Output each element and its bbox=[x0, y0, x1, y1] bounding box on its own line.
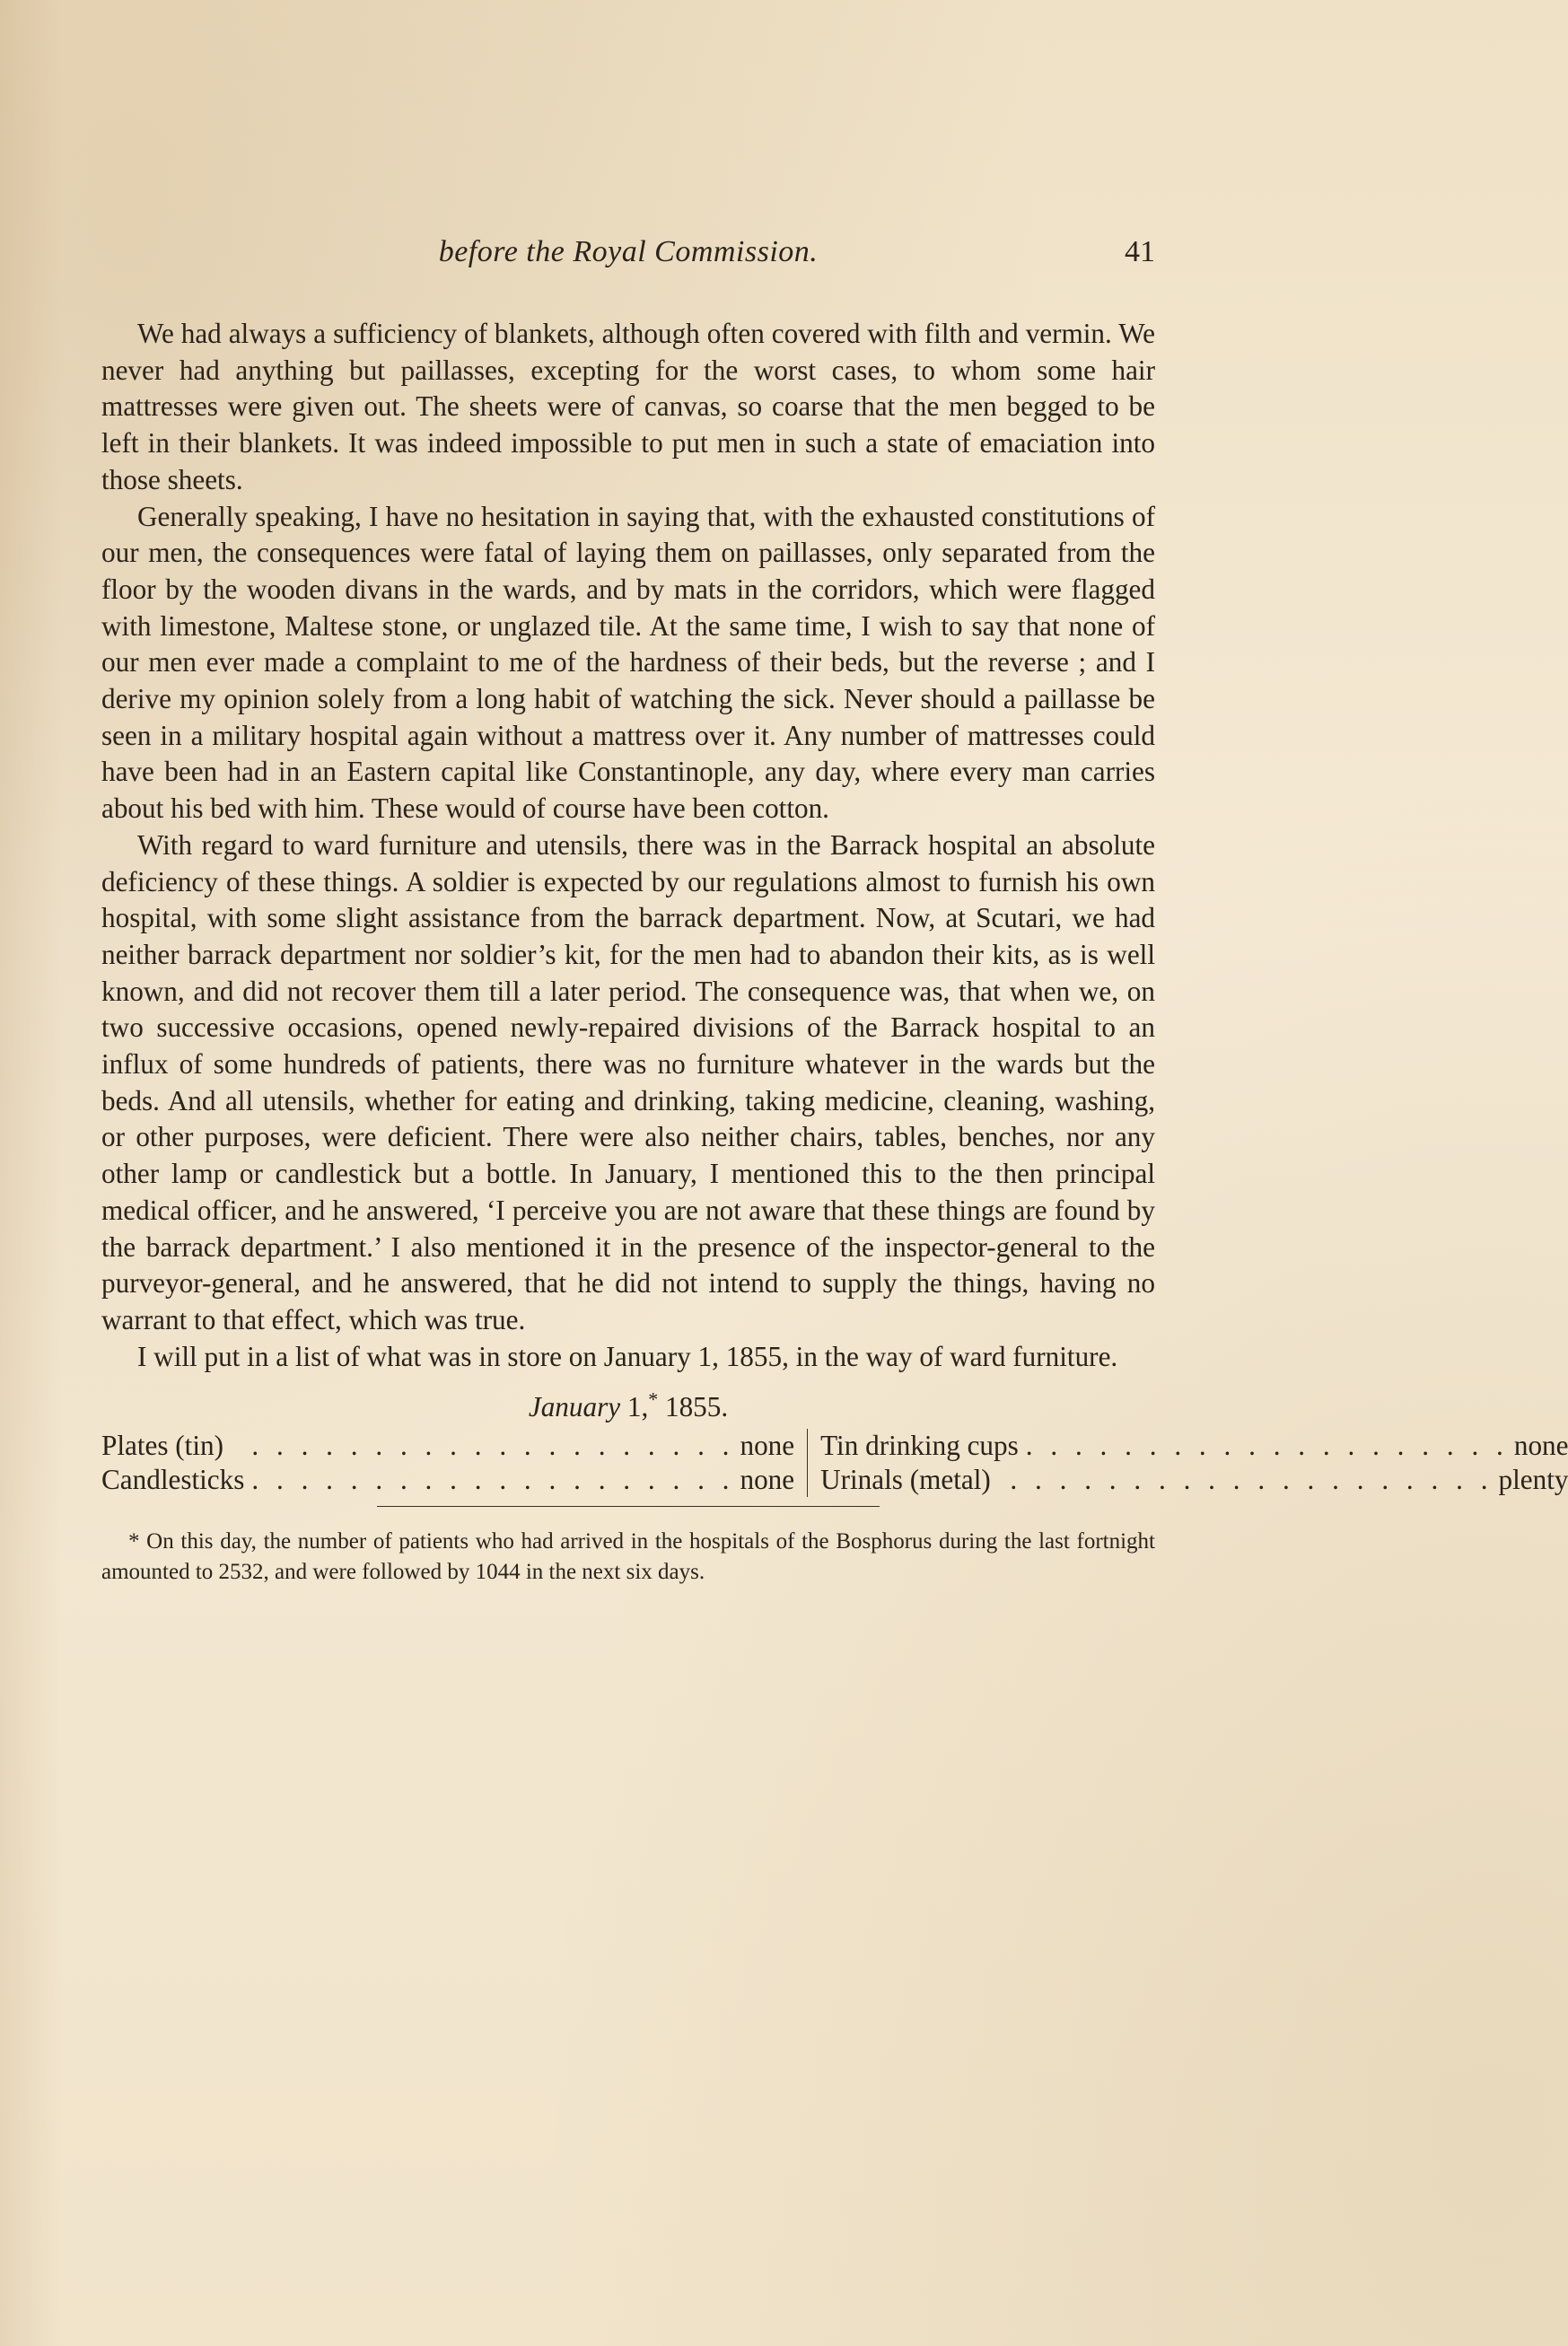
page-number: 41 bbox=[1125, 235, 1155, 268]
dot-leader: . . . . . . . . . . . . . . . . . . . . bbox=[251, 1430, 735, 1462]
paragraph-blankets: We had always a sufficiency of blankets, although often covered with filth and vermin. We never had anything but paillasses, excepting for the worst cases, to whom some hair mattresses were given out. The sheets were of canvas, so coarse that the men begged to be left in their blankets. It was indeed impossible to put men in such a state of emaciation into those sheets. bbox=[101, 318, 1155, 495]
table-cell-left bbox=[101, 1463, 808, 1497]
table-caption bbox=[101, 1389, 1155, 1425]
footnote bbox=[101, 1527, 1155, 1588]
caption-year: 1855. bbox=[664, 1391, 729, 1423]
table-row bbox=[101, 1463, 1568, 1497]
table-row bbox=[101, 1429, 1568, 1463]
footnote-mark: * bbox=[128, 1529, 140, 1554]
table-cell-right bbox=[808, 1429, 1568, 1463]
item-value: none bbox=[740, 1464, 795, 1496]
dot-leader: . . . . . . . . . . . . . . . . . . . . bbox=[1010, 1464, 1494, 1496]
item-value: plenty bbox=[1498, 1464, 1568, 1496]
dot-leader: . . . . . . . . . . . . . . . . . . . . bbox=[251, 1464, 735, 1496]
paragraph-paillasses: Generally speaking, I have no hesitation in saying that, with the exhausted constitutions of our men, the consequences were fatal of laying them on paillasses, only separated from the floor by the wooden divans in the wards, and by mats in the corridors, which were flagged with limestone, Maltese stone, or unglazed tile. At the same time, I wish to say that none of our men ever made a complaint to me of the hardness of their beds, but the reverse ; and I derive my opinion solely from a long habit of watching the sick. Never should a paillasse be seen in a military hospital again without a mattress over it. Any number of mattresses could have been had in an Eastern capital like Constantinople, any day, where every man carries about his bed with him. These would of course have been cotton. bbox=[101, 500, 1155, 825]
caption-footnote-mark: * bbox=[648, 1389, 659, 1411]
footnote-text: On this day, the number of patients who had arrived in the hospitals of the Bosphorus during the last fortnight amounted to 2532, and were followed by 1044 in the next six days. bbox=[101, 1529, 1155, 1585]
dot-leader: . . . . . . . . . . . . . . . . . . . . bbox=[1025, 1430, 1509, 1462]
item-name: Tin drinking cups bbox=[820, 1430, 1019, 1462]
table-cell-right bbox=[808, 1463, 1568, 1497]
body-text bbox=[101, 316, 1155, 1375]
page-header bbox=[101, 235, 1155, 278]
caption-month: January bbox=[528, 1391, 621, 1423]
paragraph-store-list: I will put in a list of what was in store on January 1, 1855, in the way of ward furniture. bbox=[137, 1340, 1118, 1372]
table-cell-left bbox=[101, 1429, 808, 1463]
paragraph-ward-furniture: With regard to ward furniture and utensils, there was in the Barrack hospital an absolute deficiency of these things. A soldier is expected by our regulations almost to furnish his own hospital, with some slight assistance from the barrack department. Now, at Scutari, we had neither barrack department nor soldier’s kit, for the men had to abandon their kits, as is well known, and did not recover them till a later period. The consequence was, that when we, on two successive occasions, opened newly-repaired divisions of the Barrack hospital to an influx of some hundreds of patients, there was no furniture whatever in the wards but the beds. And all utensils, whether for eating and drinking, taking medicine, cleaning, washing, or other purposes, were deficient. There were also neither chairs, tables, benches, nor any other lamp or candlestick but a bottle. In January, I mentioned this to the then principal medical officer, and he answered, ‘I perceive you are not aware that these things are found by the barrack department.’ I also mentioned it in the presence of the inspector-general to the purveyor-general, and he answered, that he did not intend to supply the things, having no warrant to that effect, which was true. bbox=[101, 828, 1155, 1335]
ward-furniture-table bbox=[101, 1429, 1568, 1497]
item-name: Plates (tin) bbox=[101, 1430, 223, 1462]
book-page bbox=[101, 235, 1568, 1588]
footnote-divider bbox=[377, 1506, 880, 1507]
caption-day: 1, bbox=[626, 1391, 649, 1423]
item-name: Candlesticks bbox=[101, 1464, 245, 1496]
running-title: before the Royal Commission. bbox=[438, 235, 819, 268]
item-value: none bbox=[1513, 1430, 1568, 1462]
item-name: Urinals (metal) bbox=[820, 1464, 991, 1496]
item-value: none bbox=[740, 1430, 795, 1462]
